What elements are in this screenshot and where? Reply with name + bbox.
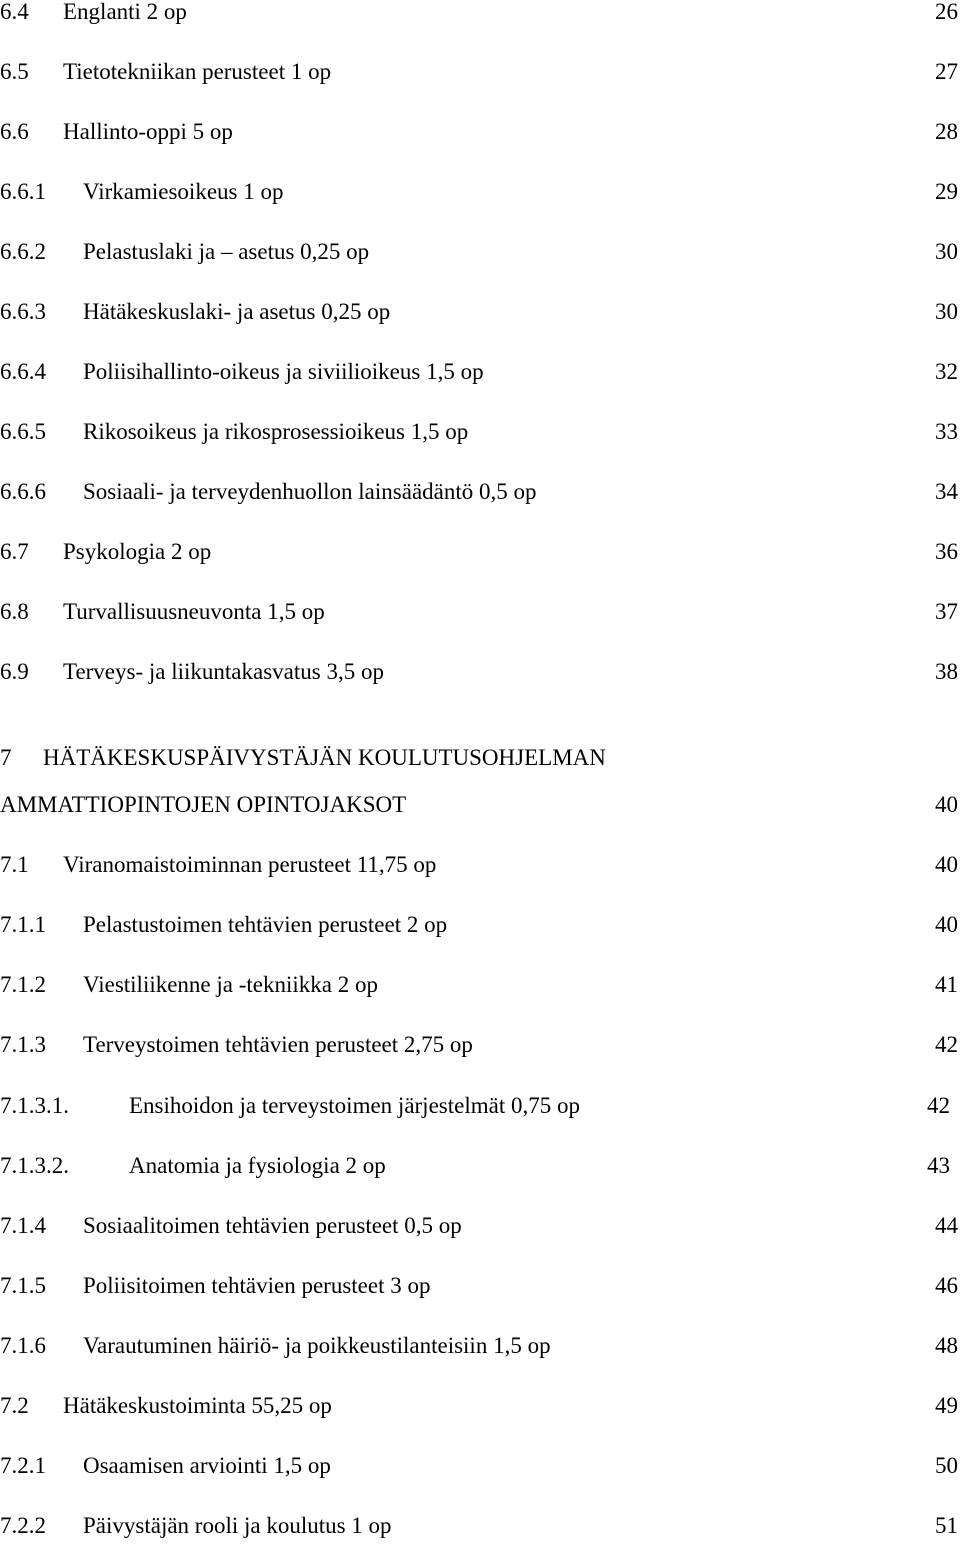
toc-entry[interactable] [0, 1269, 960, 1303]
toc-entry[interactable] [0, 295, 960, 329]
toc-entry-number: 6.9 [0, 659, 29, 684]
toc-entry[interactable] [0, 1149, 960, 1183]
toc-chapter-title-line2: AMMATTIOPINTOJEN OPINTOJAKSOT [0, 792, 407, 817]
toc-entry-number: 7.1.1 [0, 912, 46, 937]
toc-entry-page: 30 [935, 299, 958, 324]
toc-entry[interactable] [0, 1089, 960, 1123]
toc-entry-title: Pelastuslaki ja – asetus 0,25 op [83, 239, 370, 264]
toc-entry[interactable] [0, 1509, 960, 1543]
toc-entry-number: 6.6.1 [0, 179, 46, 204]
toc-entry-number: 6.4 [0, 0, 29, 24]
toc-entry-title: Viranomaistoiminnan perusteet 11,75 op [63, 852, 437, 877]
toc-entry-number: 7.1.3 [0, 1032, 46, 1057]
toc-entry[interactable] [0, 475, 960, 509]
toc-entry[interactable] [0, 848, 960, 882]
toc-entry[interactable] [0, 1028, 960, 1062]
toc-entry-page: 50 [935, 1453, 958, 1478]
toc-entry-page: 41 [935, 972, 958, 997]
toc-entry-number: 6.6.4 [0, 359, 46, 384]
toc-entry-title: Hätäkeskuslaki- ja asetus 0,25 op [83, 299, 391, 324]
toc-entry[interactable] [0, 1449, 960, 1483]
toc-entry[interactable] [0, 175, 960, 209]
toc-entry-page: 38 [935, 659, 958, 684]
toc-chapter-heading-cont[interactable] [0, 788, 960, 822]
toc-entry-number: 7.1.3.2. [0, 1153, 69, 1178]
toc-entry[interactable] [0, 235, 960, 269]
toc-entry-page: 44 [935, 1213, 958, 1238]
toc-entry-title: Sosiaali- ja terveydenhuollon lainsäädäntö 0,5 op [83, 479, 537, 504]
toc-entry-title: Anatomia ja fysiologia 2 op [129, 1153, 386, 1178]
toc-entry-page: 27 [935, 59, 958, 84]
toc-entry-title: Päivystäjän rooli ja koulutus 1 op [83, 1513, 392, 1538]
toc-entry-page: 37 [935, 599, 958, 624]
toc-entry[interactable] [0, 1209, 960, 1243]
toc-entry-number: 7.1.6 [0, 1333, 46, 1358]
toc-entry-page: 40 [935, 912, 958, 937]
toc-chapter-title-line1: HÄTÄKESKUSPÄIVYSTÄJÄN KOULUTUSOHJELMAN [43, 745, 606, 770]
toc-entry[interactable] [0, 115, 960, 149]
toc-entry-page: 34 [935, 479, 958, 504]
toc-entry-page: 51 [935, 1513, 958, 1538]
toc-entry-title: Virkamiesoikeus 1 op [83, 179, 284, 204]
toc-entry[interactable] [0, 1329, 960, 1363]
toc-entry-number: 6.7 [0, 539, 29, 564]
toc-entry-title: Hätäkeskustoiminta 55,25 op [63, 1393, 332, 1418]
toc-entry-page: 30 [935, 239, 958, 264]
toc-entry-title: Englanti 2 op [63, 0, 187, 24]
toc-entry-number: 6.6.2 [0, 239, 46, 264]
toc-entry-page: 43 [927, 1153, 950, 1178]
toc-entry-page: 32 [935, 359, 958, 384]
toc-entry-page: 26 [935, 0, 958, 24]
toc-entry[interactable] [0, 655, 960, 689]
toc-entry-title: Hallinto-oppi 5 op [63, 119, 233, 144]
toc-entry-page: 42 [927, 1093, 950, 1118]
toc-entry-page: 36 [935, 539, 958, 564]
toc-entry-title: Pelastustoimen tehtävien perusteet 2 op [83, 912, 448, 937]
toc-entry-number: 7.2.2 [0, 1513, 46, 1538]
toc-entry-title: Ensihoidon ja terveystoimen järjestelmät 0,75 op [129, 1093, 580, 1118]
toc-entry-number: 6.6.3 [0, 299, 46, 324]
toc-entry[interactable] [0, 1389, 960, 1423]
toc-entry-number: 7.2.1 [0, 1453, 46, 1478]
toc-entry[interactable] [0, 968, 960, 1002]
toc-entry[interactable] [0, 0, 960, 29]
toc-entry-title: Tietotekniikan perusteet 1 op [63, 59, 332, 84]
toc-entry-title: Turvallisuusneuvonta 1,5 op [63, 599, 325, 624]
toc-entry-number: 6.6 [0, 119, 29, 144]
toc-entry-title: Poliisitoimen tehtävien perusteet 3 op [83, 1273, 431, 1298]
toc-entry-title: Poliisihallinto-oikeus ja siviilioikeus 1,5 op [83, 359, 484, 384]
toc-entry-number: 7.2 [0, 1393, 29, 1418]
toc-entry[interactable] [0, 595, 960, 629]
toc-entry-number: 7.1.3.1. [0, 1093, 69, 1118]
toc-entry-title: Psykologia 2 op [63, 539, 212, 564]
toc-entry-title: Viestiliikenne ja -tekniikka 2 op [83, 972, 378, 997]
toc-entry-page: 48 [935, 1333, 958, 1358]
toc-entry-page: 29 [935, 179, 958, 204]
toc-entry-page: 46 [935, 1273, 958, 1298]
toc-entry-number: 6.6.5 [0, 419, 46, 444]
toc-chapter-page: 40 [935, 792, 958, 817]
toc-entry-number: 7.1 [0, 852, 29, 877]
toc-entry-page: 49 [935, 1393, 958, 1418]
toc-entry-page: 33 [935, 419, 958, 444]
toc-entry[interactable] [0, 55, 960, 89]
toc-entry[interactable] [0, 908, 960, 942]
toc-entry-number: 6.5 [0, 59, 29, 84]
toc-entry-title: Rikosoikeus ja rikosprosessioikeus 1,5 op [83, 419, 469, 444]
toc-entry-title: Sosiaalitoimen tehtävien perusteet 0,5 op [83, 1213, 462, 1238]
toc-entry-number: 6.6.6 [0, 479, 46, 504]
toc-entry-number: 6.8 [0, 599, 29, 624]
toc-entry-page: 28 [935, 119, 958, 144]
toc-entry-title: Terveystoimen tehtävien perusteet 2,75 op [83, 1032, 473, 1057]
toc-entry-number: 7.1.5 [0, 1273, 46, 1298]
toc-entry-title: Osaamisen arviointi 1,5 op [83, 1453, 331, 1478]
toc-entry-number: 7.1.2 [0, 972, 46, 997]
toc-entry-page: 40 [935, 852, 958, 877]
toc-entry[interactable] [0, 415, 960, 449]
toc-entry[interactable] [0, 535, 960, 569]
toc-entry-number: 7.1.4 [0, 1213, 46, 1238]
toc-entry[interactable] [0, 355, 960, 389]
toc-chapter-number: 7 [0, 745, 12, 770]
toc-entry-title: Terveys- ja liikuntakasvatus 3,5 op [63, 659, 384, 684]
toc-chapter-heading[interactable] [0, 741, 960, 775]
toc-entry-title: Varautuminen häiriö- ja poikkeustilanteisiin 1,5 op [83, 1333, 551, 1358]
toc-entry-page: 42 [935, 1032, 958, 1057]
